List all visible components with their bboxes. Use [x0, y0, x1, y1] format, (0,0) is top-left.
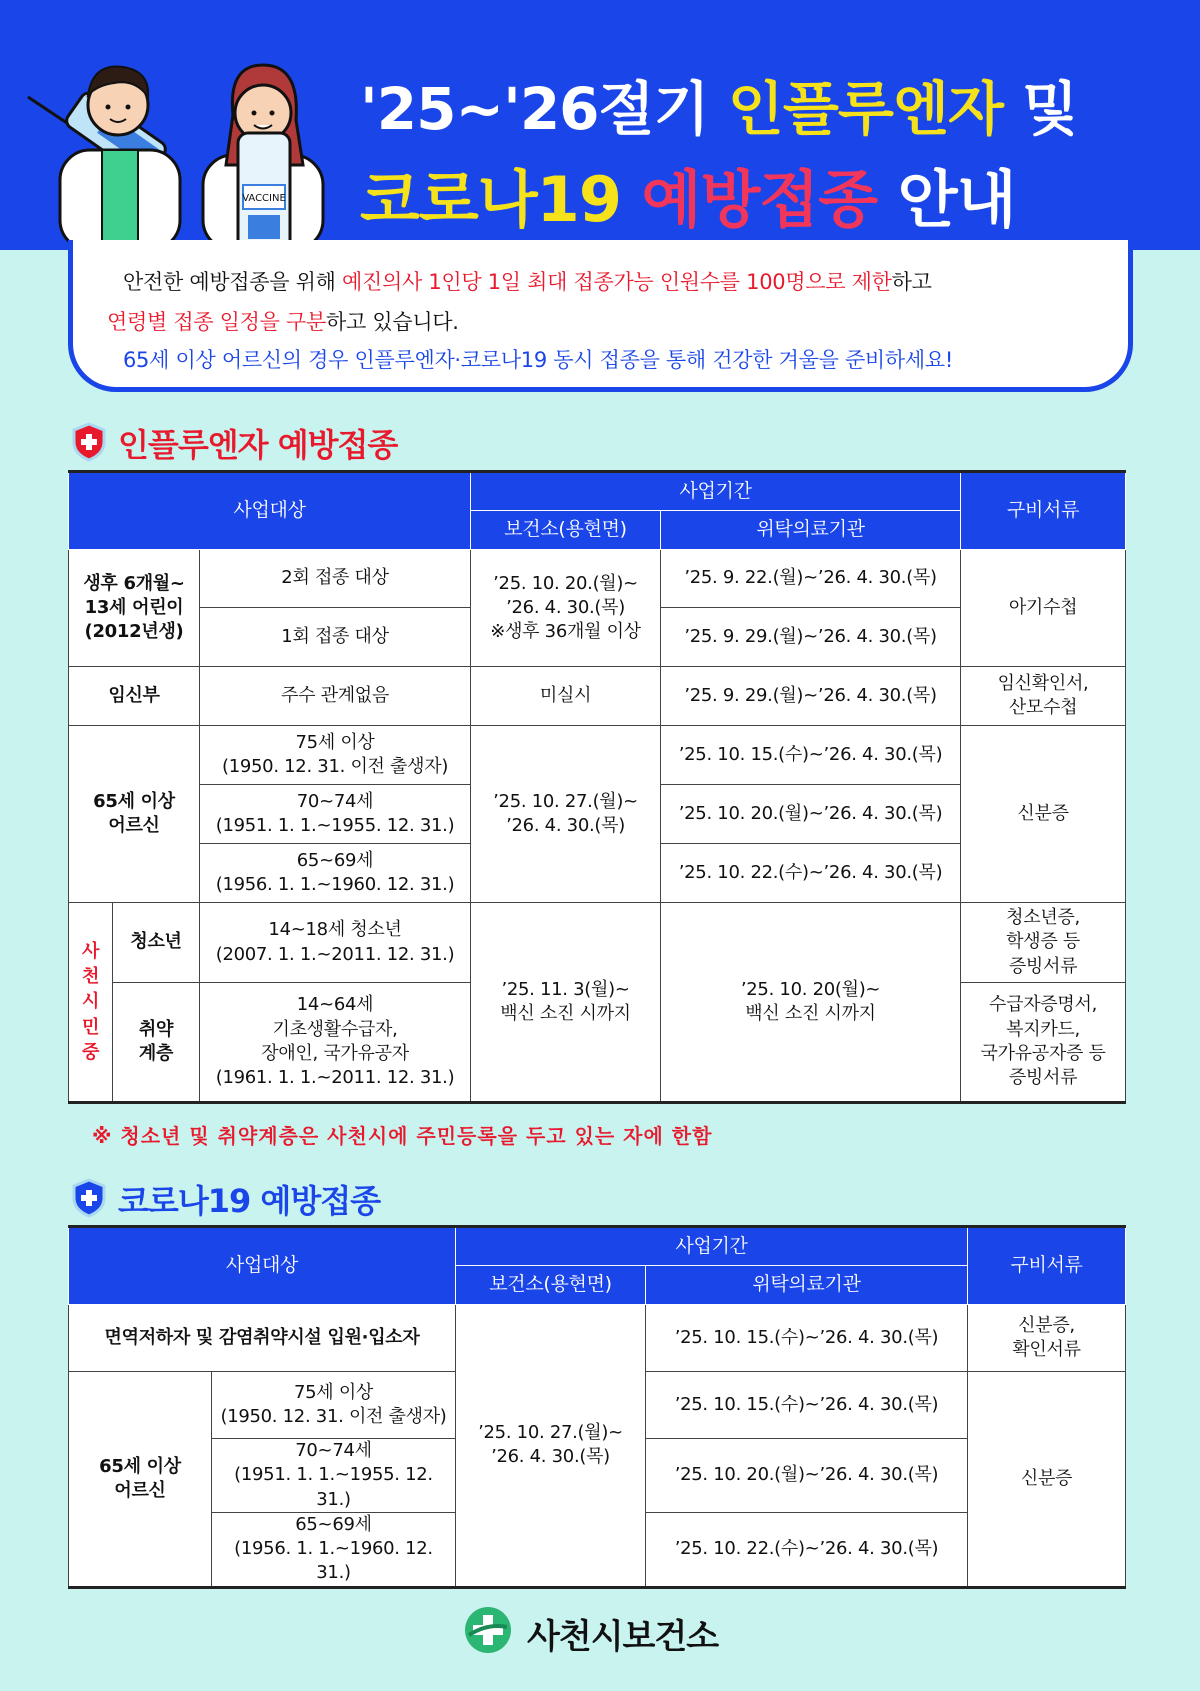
- th-center: 보건소(용현면): [456, 1266, 646, 1305]
- youth-group: 청소년: [113, 903, 200, 983]
- title-flu: 인플루엔자: [727, 75, 1003, 143]
- table-cell: ’25. 9. 22.(월)~’26. 4. 30.(목): [661, 550, 961, 608]
- pregnant-group: 임신부: [69, 667, 200, 726]
- senior-group: 65세 이상 어르신: [69, 1372, 212, 1588]
- table-cell: ’25. 10. 15.(수)~’26. 4. 30.(목): [646, 1305, 968, 1372]
- intro-line-3: 65세 이상 어르신의 경우 인플루엔자·코로나19 동시 접종을 통해 건강한 겨울을 준비하세요!: [123, 348, 953, 372]
- covid-section-title: 코로나19 예방접종: [118, 1182, 381, 1220]
- table-cell: ’25. 9. 29.(월)~’26. 4. 30.(목): [661, 667, 961, 726]
- table-cell: 14~18세 청소년 (2007. 1. 1.~2011. 12. 31.): [200, 903, 471, 983]
- th-docs: 구비서류: [961, 472, 1126, 550]
- residency-note: ※ 청소년 및 취약계층은 사천시에 주민등록을 두고 있는 자에 한함: [92, 1124, 713, 1148]
- covid-table: [68, 1225, 1126, 1589]
- th-period: 사업기간: [456, 1227, 968, 1266]
- table-cell: 75세 이상 (1950. 12. 31. 이전 출생자): [212, 1372, 456, 1439]
- table-cell: ’25. 10. 20.(월)~’26. 4. 30.(목): [646, 1439, 968, 1513]
- table-cell: 70~74세 (1951. 1. 1.~1955. 12. 31.): [200, 785, 471, 844]
- footer-org-name: 사천시보건소: [527, 1617, 719, 1657]
- shield-cross-icon: [72, 422, 106, 462]
- table-cell: 65~69세 (1956. 1. 1.~1960. 12. 31.): [212, 1512, 456, 1587]
- flu-section-title: 인플루엔자 예방접종: [118, 426, 398, 464]
- table-cell: 수급자증명서, 복지카드, 국가유공자증 등 증빙서류: [961, 983, 1126, 1103]
- table-cell: ’25. 10. 27.(월)~ ’26. 4. 30.(목): [456, 1305, 646, 1588]
- intro-line-2: [107, 306, 459, 336]
- intro-line-1: [123, 266, 932, 296]
- title-season: '25~'26절기: [360, 75, 728, 143]
- table-cell: 75세 이상 (1950. 12. 31. 이전 출생자): [200, 726, 471, 785]
- title-guide: 안내: [877, 163, 1016, 236]
- th-clinic: 위탁의료기관: [661, 511, 961, 550]
- table-cell: 청소년증, 학생증 등 증빙서류: [961, 903, 1126, 983]
- vaccine-label: VACCINE: [242, 193, 286, 204]
- intro-highlight: 연령별 접종 일정을 구분: [107, 310, 326, 334]
- table-cell: ’25. 10. 20(월)~ 백신 소진 시까지: [661, 903, 961, 1103]
- intro-text: 하고 있습니다.: [326, 310, 459, 334]
- intro-text: 하고: [891, 270, 932, 294]
- footer-logo: [463, 1603, 743, 1657]
- table-cell: 임신확인서, 산모수첩: [961, 667, 1126, 726]
- table-cell: ’25. 10. 22.(수)~’26. 4. 30.(목): [646, 1512, 968, 1587]
- title-vaccination: 예방접종: [641, 163, 878, 236]
- shield-cross-icon: [72, 1178, 106, 1218]
- table-cell: 2회 접종 대상: [200, 550, 471, 608]
- health-center-logo-icon: [463, 1605, 513, 1655]
- table-cell: ’25. 10. 22.(수)~’26. 4. 30.(목): [661, 844, 961, 903]
- table-cell: ’25. 10. 15.(수)~’26. 4. 30.(목): [661, 726, 961, 785]
- table-cell: ’25. 11. 3(월)~ 백신 소진 시까지: [471, 903, 661, 1103]
- table-cell: 14~64세 기초생활수급자, 장애인, 국가유공자 (1961. 1. 1.~2011. 12. 31.): [200, 983, 471, 1103]
- sacheon-residents-label: 사 천 시 민 중: [69, 903, 113, 1103]
- table-cell: ’25. 10. 15.(수)~’26. 4. 30.(목): [646, 1372, 968, 1439]
- title-line-1: [360, 62, 1077, 146]
- table-cell: ’25. 10. 20.(월)~ ’26. 4. 30.(목) ※생후 36개월 이상: [471, 550, 661, 667]
- title-line-2: [360, 150, 1016, 239]
- intro-box: [68, 240, 1133, 392]
- table-cell: 65~69세 (1956. 1. 1.~1960. 12. 31.): [200, 844, 471, 903]
- vulnerable-group: 취약 계층: [113, 983, 200, 1103]
- table-cell: 1회 접종 대상: [200, 608, 471, 667]
- table-cell: ’25. 10. 20.(월)~’26. 4. 30.(목): [661, 785, 961, 844]
- intro-highlight: 예진의사 1인당 1일 최대 접종가능 인원수를 100명으로 제한: [342, 270, 892, 294]
- table-cell: 주수 관계없음: [200, 667, 471, 726]
- title-covid: 코로나19: [360, 163, 642, 236]
- immuno-group: 면역저하자 및 감염취약시설 입원·입소자: [69, 1305, 456, 1372]
- table-cell: 아기수첩: [961, 550, 1126, 667]
- table-cell: 신분증, 확인서류: [968, 1305, 1126, 1372]
- table-cell: ’25. 10. 27.(월)~ ’26. 4. 30.(목): [471, 726, 661, 903]
- th-docs: 구비서류: [968, 1227, 1126, 1305]
- table-cell: 신분증: [968, 1372, 1126, 1588]
- table-cell: 신분증: [961, 726, 1126, 903]
- table-cell: ’25. 9. 29.(월)~’26. 4. 30.(목): [661, 608, 961, 667]
- senior-group: 65세 이상 어르신: [69, 726, 200, 903]
- child-group: 생후 6개월~ 13세 어린이 (2012년생): [69, 550, 200, 667]
- th-period: 사업기간: [471, 472, 961, 511]
- table-cell: 70~74세 (1951. 1. 1.~1955. 12. 31.): [212, 1439, 456, 1513]
- title-and: 및: [1002, 75, 1078, 143]
- doctors-illustration: [18, 35, 338, 250]
- th-clinic: 위탁의료기관: [646, 1266, 968, 1305]
- th-target: 사업대상: [69, 1227, 456, 1305]
- th-target: 사업대상: [69, 472, 471, 550]
- table-cell: 미실시: [471, 667, 661, 726]
- th-center: 보건소(용현면): [471, 511, 661, 550]
- intro-text: 안전한 예방접종을 위해: [123, 270, 342, 294]
- flu-table: [68, 470, 1126, 1104]
